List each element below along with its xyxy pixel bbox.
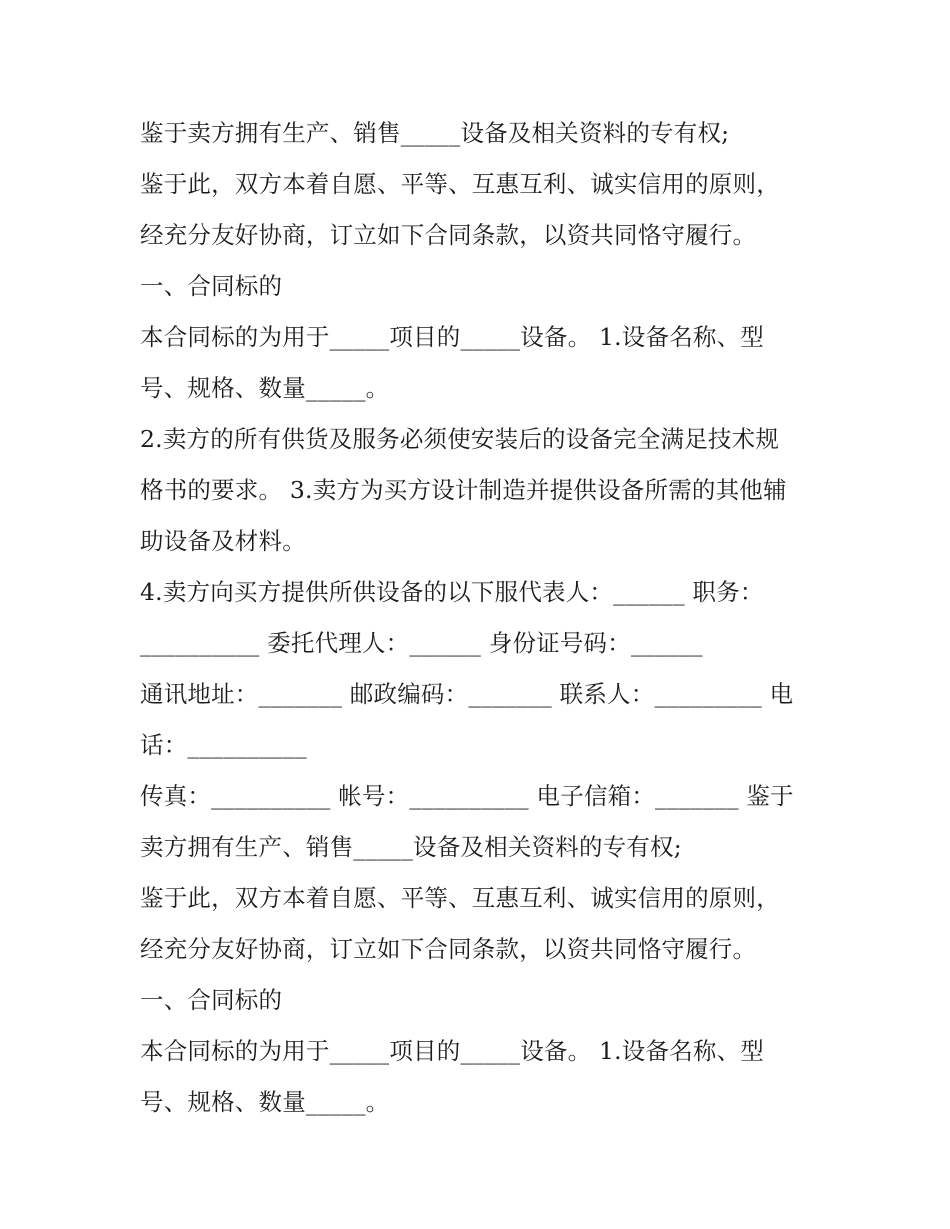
text-line: 话：__________ xyxy=(140,731,307,759)
text-line: 号、规格、数量_____。 xyxy=(140,1088,390,1116)
text-line: 鉴于此，双方本着自愿、平等、互惠互利、诚实信用的原则， xyxy=(140,884,780,912)
text-line: 本合同标的为用于_____项目的_____设备。 1.设备名称、型 xyxy=(140,1037,764,1065)
text-line: 格书的要求。 3.卖方为买方设计制造并提供设备所需的其他辅 xyxy=(140,476,787,504)
text-line: 鉴于此，双方本着自愿、平等、互惠互利、诚实信用的原则， xyxy=(140,170,780,198)
text-line: __________ 委托代理人：______ 身份证号码：______ xyxy=(140,629,703,657)
document-body xyxy=(140,108,820,1128)
text-line: 经充分友好协商，订立如下合同条款，以资共同恪守履行。 xyxy=(140,935,757,963)
text-line: 助设备及材料。 xyxy=(140,527,306,555)
text-line: 鉴于卖方拥有生产、销售_____设备及相关资料的专有权; xyxy=(140,119,730,147)
text-line: 本合同标的为用于_____项目的_____设备。 1.设备名称、型 xyxy=(140,323,764,351)
section-heading: 一、合同标的 xyxy=(140,272,283,300)
text-line: 卖方拥有生产、销售_____设备及相关资料的专有权; xyxy=(140,833,682,861)
text-line: 通讯地址：_______ 邮政编码：_______ 联系人：_________ 电 xyxy=(140,680,794,708)
text-line: 号、规格、数量_____。 xyxy=(140,374,390,402)
text-line: 经充分友好协商，订立如下合同条款，以资共同恪守履行。 xyxy=(140,221,757,249)
section-heading: 一、合同标的 xyxy=(140,986,283,1014)
text-line: 2.卖方的所有供货及服务必须使安装后的设备完全满足技术规 xyxy=(140,425,780,453)
text-line: 传真：__________ 帐号：__________ 电子信箱：_______ 鉴于 xyxy=(140,782,794,810)
text-line: 4.卖方向买方提供所供设备的以下服代表人：______ 职务： xyxy=(140,578,764,606)
